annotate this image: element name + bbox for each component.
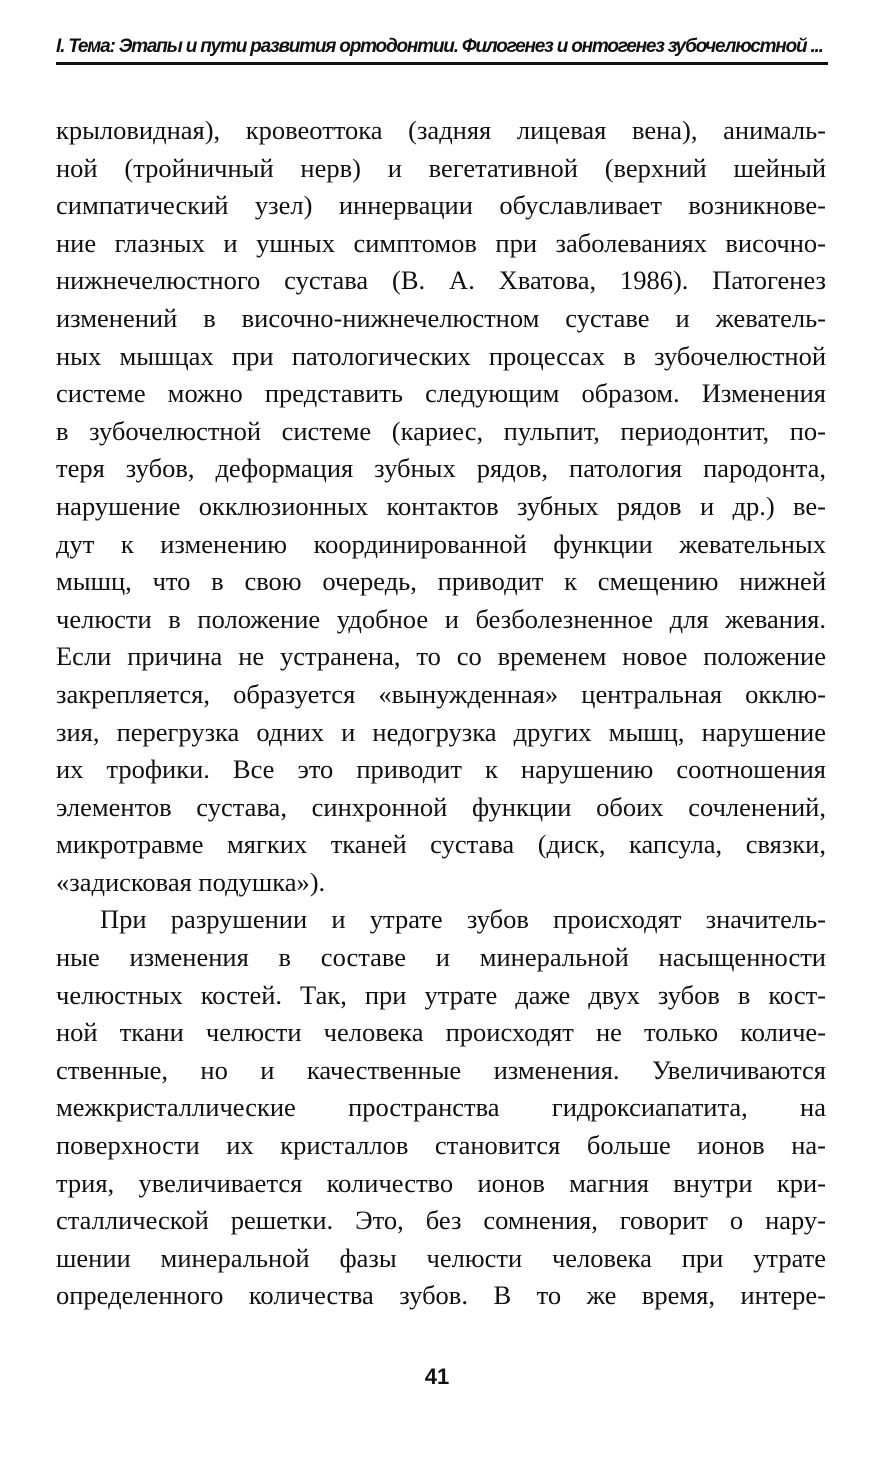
text-line: определенного количества зубов. В то же время, интере-	[56, 1280, 826, 1311]
header-rule	[56, 62, 828, 65]
text-line: ственные, но и качественные изменения. Увеличиваются	[56, 1054, 826, 1085]
text-line: закрепляется, образуется «вынужденная» центральная окклю-	[56, 678, 826, 709]
text-line: челюстных костей. Так, при утрате даже двух зубов в кост-	[56, 979, 826, 1010]
text-line: дут к изменению координированной функции жевательных	[56, 528, 826, 559]
text-line: нарушение окклюзионных контактов зубных рядов и др.) ве-	[56, 490, 826, 521]
text-line: ние глазных и ушных симптомов при заболеваниях височно-	[56, 227, 826, 258]
text-line: крыловидная), кровеоттока (задняя лицевая вена), анималь-	[56, 115, 826, 145]
text-line: теря зубов, деформация зубных рядов, патология пародонта,	[56, 453, 826, 484]
text-line: межкристаллические пространства гидроксиапатита, на	[56, 1092, 826, 1123]
text-line: изменений в височно-нижнечелюстном суставе и жеватель-	[56, 302, 826, 333]
text-line: поверхности их кристаллов становится больше ионов на-	[56, 1130, 826, 1161]
paragraph-2	[56, 901, 826, 1315]
running-header: I. Тема: Этапы и пути развития ортодонтии. Филогенез и онтогенез зубочелюстной ...	[56, 36, 823, 57]
text-line: сталлической решетки. Это, без сомнения, говорит о нару-	[56, 1205, 826, 1236]
text-line: элементов сустава, синхронной функции обоих сочленений,	[56, 791, 826, 822]
text-line: их трофики. Все это приводит к нарушению соотношения	[56, 754, 826, 785]
text-line: ных мышцах при патологических процессах в зубочелюстной	[56, 340, 826, 371]
text-line: нижнечелюстного сустава (В. А. Хватова, 1986). Патогенез	[56, 265, 826, 296]
text-line: ные изменения в составе и минеральной насыщенности	[56, 942, 826, 973]
text-line: Если причина не устранена, то со временем новое положение	[56, 641, 826, 672]
paragraph-1	[56, 112, 826, 901]
page-number: 41	[424, 1364, 450, 1389]
text-line: «задисковая подушка»).	[56, 866, 326, 897]
text-line: ной ткани челюсти человека происходят не только количе-	[56, 1017, 826, 1048]
text-line: При разрушении и утрате зубов происходят значитель-	[100, 904, 826, 935]
text-line: мышц, что в свою очередь, приводит к смещению нижней	[56, 566, 826, 597]
text-line: зия, перегрузка одних и недогрузка других мышц, нарушение	[56, 716, 826, 747]
text-line: микротравме мягких тканей сустава (диск, капсула, связки,	[56, 829, 826, 860]
text-line: системе можно представить следующим образом. Изменения	[56, 378, 826, 409]
text-line: симпатический узел) иннервации обуславливает возникнове-	[56, 190, 826, 221]
text-line: челюсти в положение удобное и безболезненное для жевания.	[56, 603, 826, 634]
text-line: в зубочелюстной системе (кариес, пульпит, периодонтит, по-	[56, 415, 826, 446]
text-line: шении минеральной фазы челюсти человека при утрате	[56, 1242, 826, 1273]
text-line: трия, увеличивается количество ионов магния внутри кри-	[56, 1167, 826, 1198]
body-text	[56, 112, 826, 1315]
text-line: ной (тройничный нерв) и вегетативной (верхний шейный	[56, 152, 826, 183]
